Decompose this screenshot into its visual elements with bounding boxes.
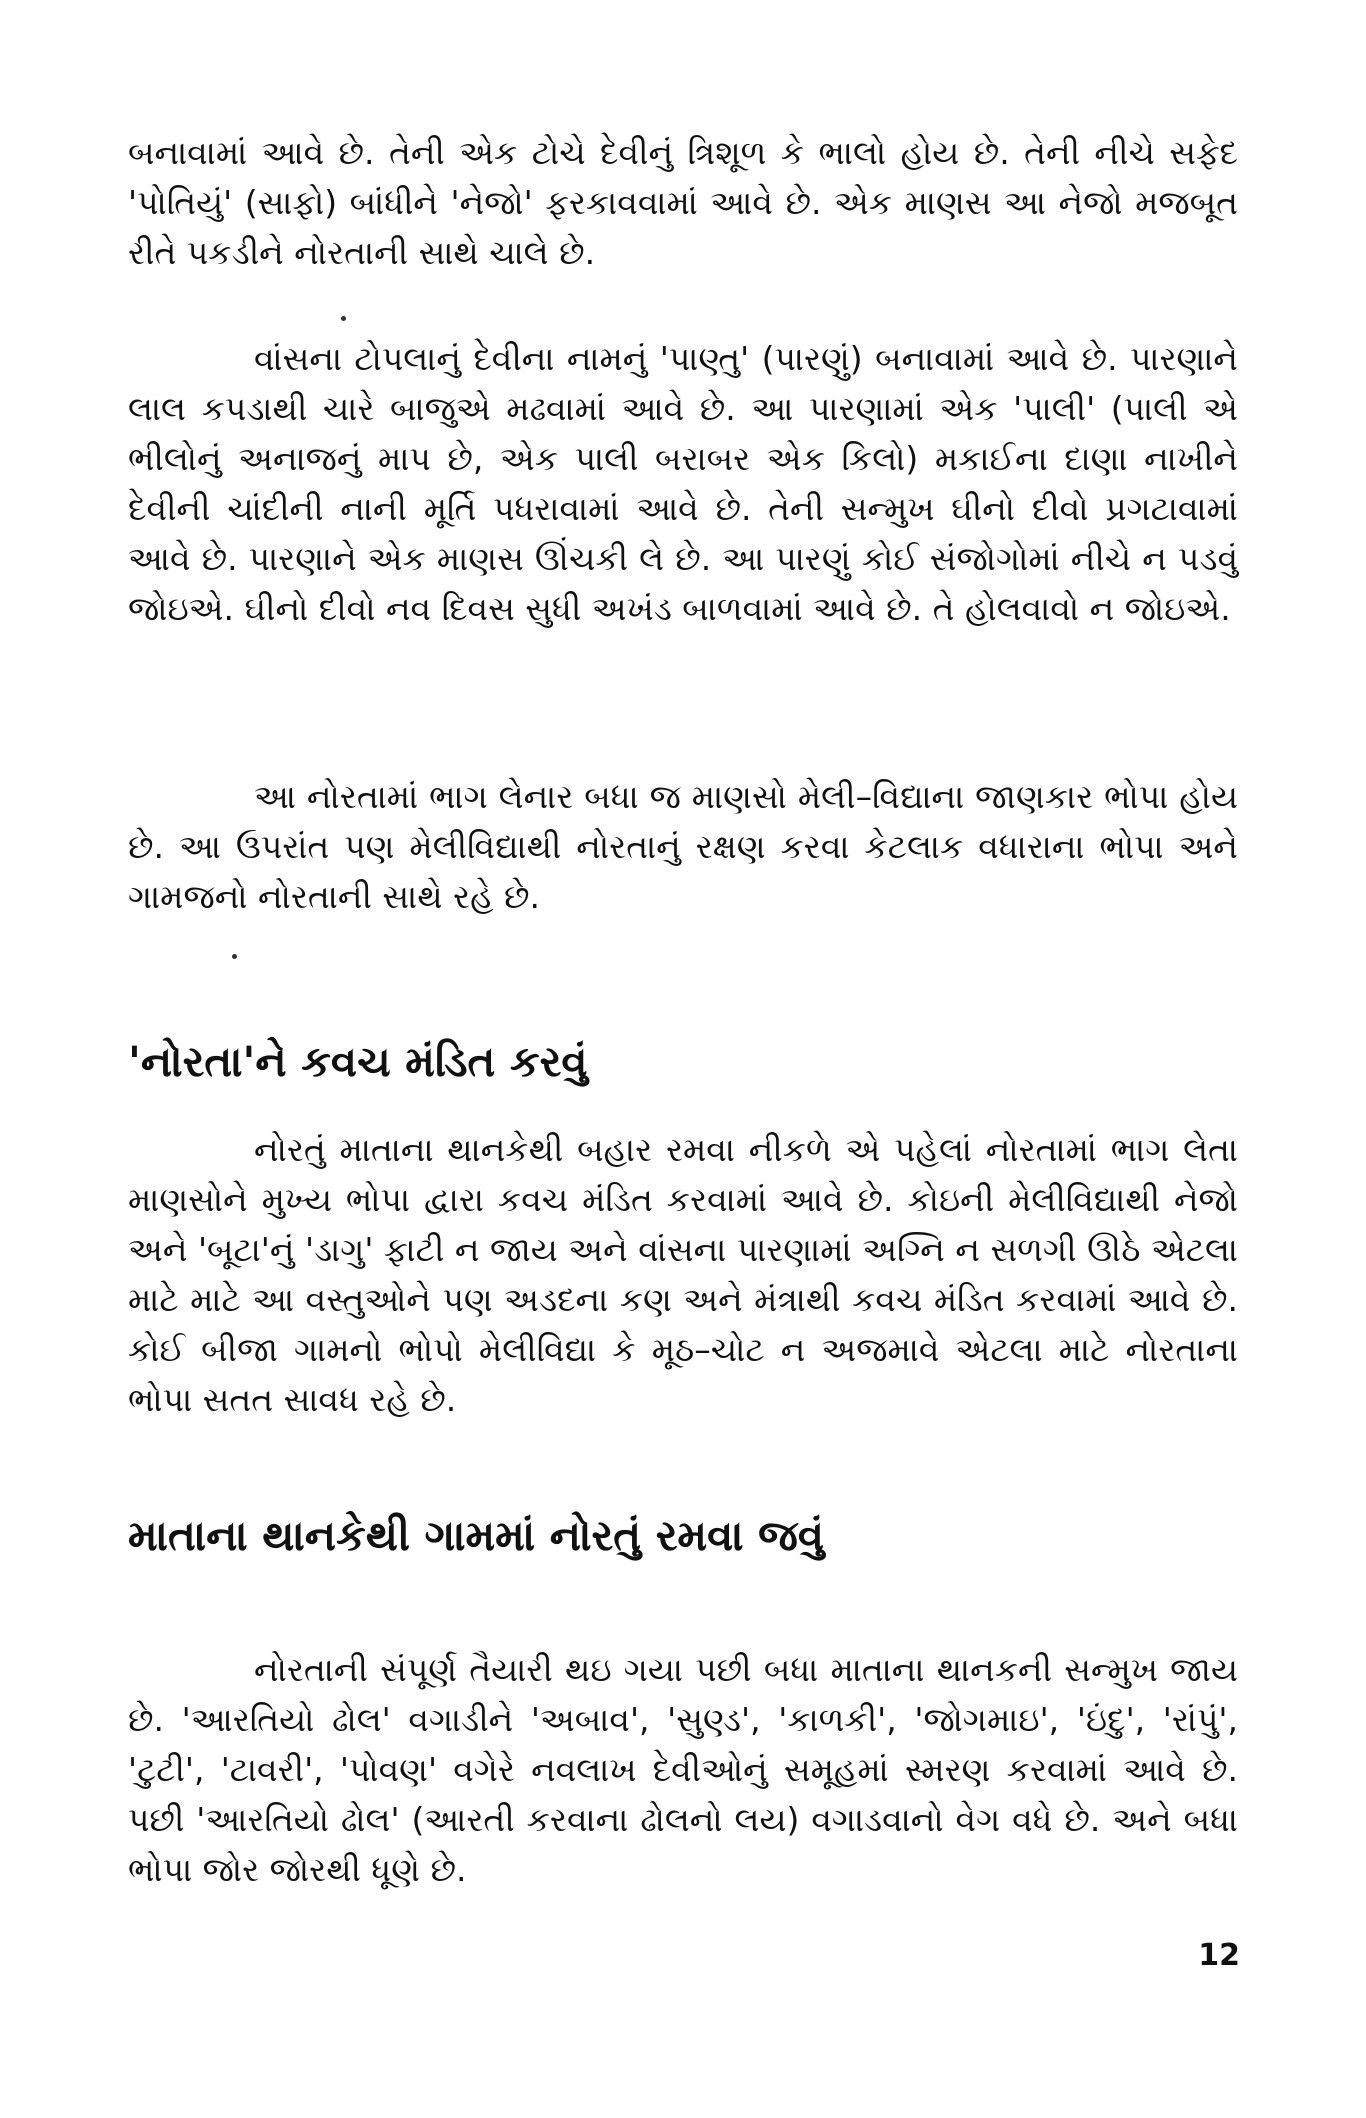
section-heading-1: 'નોરતા'ને કવચ મંડિત કરવું (128, 1037, 588, 1086)
section-heading-2: માતાના થાનકેથી ગામમાં નોરતું રમવા જવું (128, 1511, 825, 1560)
speck (232, 954, 237, 959)
page-number: 12 (1198, 1938, 1240, 1973)
paragraph-3: આ નોરતામાં ભાગ લેનાર બધા જ માણસો મેલી–વિદ્યાના જાણકાર ભોપા હોય છે. આ ઉપરાંત પણ મેલીવિદ્યાથી નોરતાનું રક્ષણ કરવા કેટલાક વધારાના ભોપા અને ગામજનો નોરતાની સાથે રહે છે. (128, 777, 1238, 916)
paragraph-2: વાંસના ટોપલાનું દેવીના નામનું 'પાણ્તુ' (પારણું) બનાવામાં આવે છે. પારણાને લાલ કપડાથી ચારે બાજુએ મઢવામાં આવે છે. આ પારણામાં એક 'પાલી' (પાલી એ ભીલોનું અનાજનું માપ છે, એક પાલી બરાબર એક કિલો) મકાઈના દાણા નાખીને દેવીની ચાંદીની નાની મૂર્તિ પધરાવામાં આવે છે. તેની સન્મુખ ઘીનો દીવો પ્રગટાવામાં આવે છે. પારણાને એક માણસ ઊંચકી લે છે. આ પારણું કોઈ સંજોગોમાં નીચે ન પડવું જોઇએ. ઘીનો દીવો નવ દિવસ સુધી અખંડ બાળવામાં આવે છે. તે હોલવાવો ન જોઇએ. (128, 339, 1238, 628)
paragraph-1: બનાવામાં આવે છે. તેની એક ટોચે દેવીનું ત્રિશૂળ કે ભાલો હોય છે. તેની નીચે સફેદ 'પોતિયું' (સાફો) બાંધીને 'નેજો' ફરકાવવામાં આવે છે. એક માણસ આ નેજો મજબૂત રીતે પકડીને નોરતાની સાથે ચાલે છે. (128, 133, 1238, 272)
paragraph-5: નોરતાની સંપૂર્ણ તૈયારી થઇ ગયા પછી બધા માતાના થાનકની સન્મુખ જાય છે. 'આરતિયો ઢોલ' વગાડીને 'અબાવ', 'સુણ્ડ', 'કાળકી', 'જોગમાઇ', 'ઇંદુ', 'રાંપું', 'ટુટી', 'ટાવરી', 'પોવણ' વગેરે નવલાખ દેવીઓનું સમૂહમાં સ્મરણ કરવામાં આવે છે. પછી 'આરતિયો ઢોલ' (આરતી કરવાના ઢોલનો લય) વગાડવાનો વેગ વધે છે. અને બધા ભોપા જોર જોરથી ધૂણે છે. (128, 1650, 1238, 1889)
speck (341, 316, 346, 321)
paragraph-4: નોરતું માતાના થાનકેથી બહાર રમવા નીકળે એ પહેલાં નોરતામાં ભાગ લેતા માણસોને મુખ્ય ભોપા દ્વારા કવચ મંડિત કરવામાં આવે છે. કોઇની મેલીવિદ્યાથી નેજો અને 'બૂટા'નું 'ડાગુ' ફાટી ન જાય અને વાંસના પારણામાં અગ્નિ ન સળગી ઊઠે એટલા માટે માટે આ વસ્તુઓને પણ અડદના કણ અને મંત્રાથી કવચ મંડિત કરવામાં આવે છે. કોઈ બીજા ગામનો ભોપો મેલીવિદ્યા કે મૂઠ–ચોટ ન અજમાવે એટલા માટે નોરતાના ભોપા સતત સાવધ રહે છે. (128, 1130, 1238, 1419)
